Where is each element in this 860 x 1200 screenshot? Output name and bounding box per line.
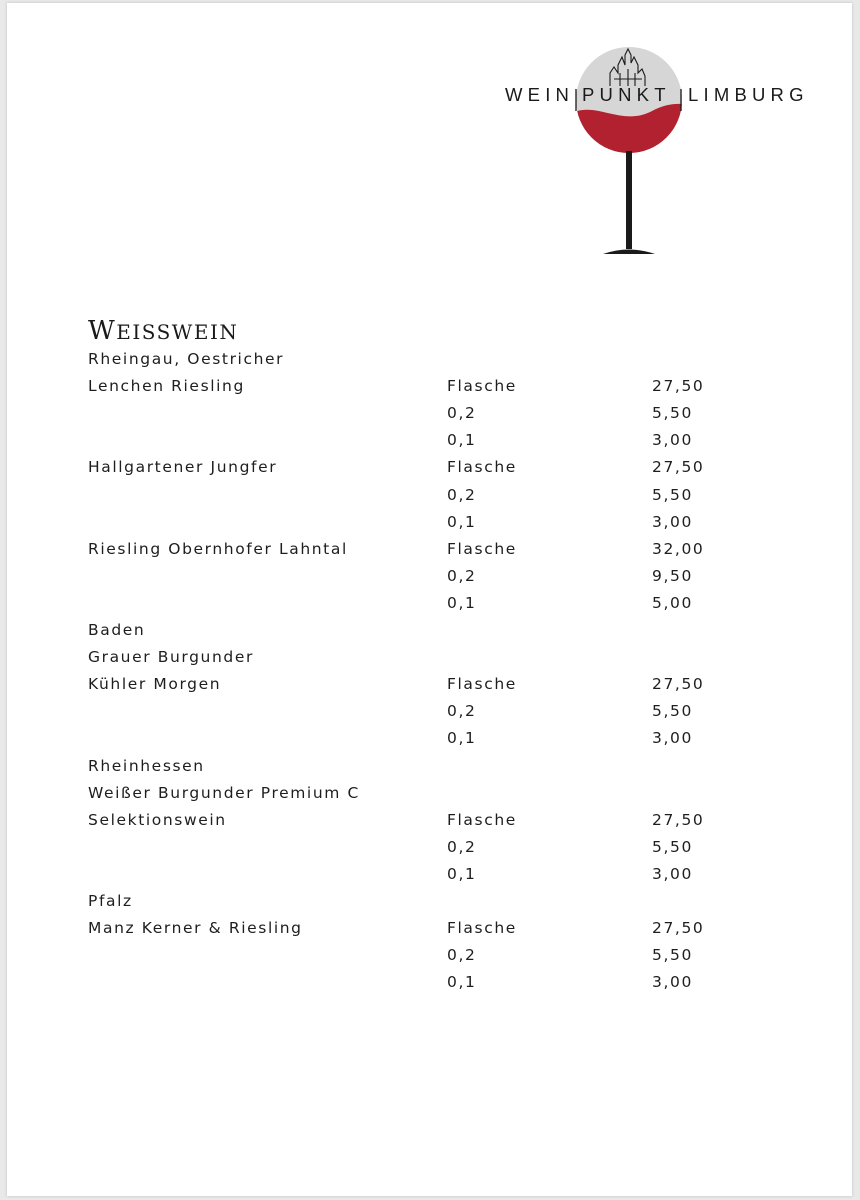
serving-size: 0,2	[447, 485, 477, 504]
logo-word-punkt: PUNKT	[582, 84, 671, 105]
wine-name: Kühler Morgen	[88, 675, 222, 694]
wine-name: Baden	[88, 621, 146, 639]
price: 5,50	[652, 485, 693, 504]
menu-row	[88, 807, 788, 834]
menu-row	[88, 536, 788, 563]
menu-row	[88, 644, 788, 671]
serving-size: 0,2	[447, 702, 477, 721]
serving-size: Flasche	[447, 675, 517, 694]
serving-size: 0,2	[447, 566, 477, 585]
serving-size: Flasche	[447, 458, 517, 477]
section-title-rest: EISSWEIN	[116, 320, 239, 344]
price: 27,50	[652, 675, 705, 694]
menu-page	[7, 3, 852, 1196]
wine-name: Selektionswein	[88, 810, 227, 829]
menu-row	[88, 617, 788, 644]
price: 27,50	[652, 458, 705, 477]
price: 3,00	[652, 729, 693, 748]
serving-size: Flasche	[447, 919, 517, 938]
price: 5,50	[652, 946, 693, 965]
wine-name: Pfalz	[88, 892, 133, 910]
menu-row	[88, 671, 788, 698]
menu-row	[88, 698, 788, 725]
menu-row	[88, 725, 788, 752]
price: 32,00	[652, 539, 705, 558]
price: 3,00	[652, 973, 693, 992]
serving-size: Flasche	[447, 377, 517, 396]
serving-size: 0,1	[447, 864, 477, 883]
serving-size: 0,1	[447, 729, 477, 748]
price: 9,50	[652, 566, 693, 585]
wine-name: Rheingau, Oestricher	[88, 350, 285, 368]
menu-row	[88, 888, 788, 915]
price: 3,00	[652, 512, 693, 531]
menu-row	[88, 427, 788, 454]
price: 3,00	[652, 864, 693, 883]
menu-row	[88, 373, 788, 400]
serving-size: 0,2	[447, 404, 477, 423]
menu-row	[88, 563, 788, 590]
menu-row	[88, 454, 788, 481]
price: 27,50	[652, 377, 705, 396]
wine-glass-icon	[502, 43, 822, 263]
price: 3,00	[652, 431, 693, 450]
menu-row	[88, 915, 788, 942]
serving-size: 0,2	[447, 946, 477, 965]
wine-name: Hallgartener Jungfer	[88, 458, 278, 477]
logo-word-limburg: LIMBURG	[688, 84, 809, 105]
price: 27,50	[652, 919, 705, 938]
menu-row	[88, 482, 788, 509]
serving-size: 0,1	[447, 593, 477, 612]
menu-row	[88, 753, 788, 780]
menu-row	[88, 346, 788, 373]
wine-name: Lenchen Riesling	[88, 377, 245, 396]
serving-size: Flasche	[447, 810, 517, 829]
price: 5,00	[652, 593, 693, 612]
menu-row	[88, 509, 788, 536]
wine-name: Rheinhessen	[88, 756, 205, 775]
section-title-initial: W	[88, 316, 117, 346]
menu-row	[88, 969, 788, 996]
price: 27,50	[652, 810, 705, 829]
price: 5,50	[652, 404, 693, 423]
serving-size: 0,2	[447, 837, 477, 856]
serving-size: Flasche	[447, 539, 517, 558]
menu-row	[88, 861, 788, 888]
logo-word-wein: WEIN	[505, 84, 575, 105]
price: 5,50	[652, 837, 693, 856]
menu-row	[88, 590, 788, 617]
wine-name: Riesling Obernhofer Lahntal	[88, 539, 348, 558]
menu-row	[88, 400, 788, 427]
price: 5,50	[652, 702, 693, 721]
serving-size: 0,1	[447, 973, 477, 992]
section-title	[88, 316, 238, 346]
menu-row	[88, 942, 788, 969]
wine-name: Weißer Burgunder Premium C	[88, 783, 360, 802]
menu-row	[88, 834, 788, 861]
serving-size: 0,1	[447, 431, 477, 450]
serving-size: 0,1	[447, 512, 477, 531]
wine-name: Grauer Burgunder	[88, 648, 254, 667]
weinpunkt-logo	[502, 43, 822, 263]
wine-name: Manz Kerner & Riesling	[88, 919, 303, 938]
menu-row	[88, 780, 788, 807]
